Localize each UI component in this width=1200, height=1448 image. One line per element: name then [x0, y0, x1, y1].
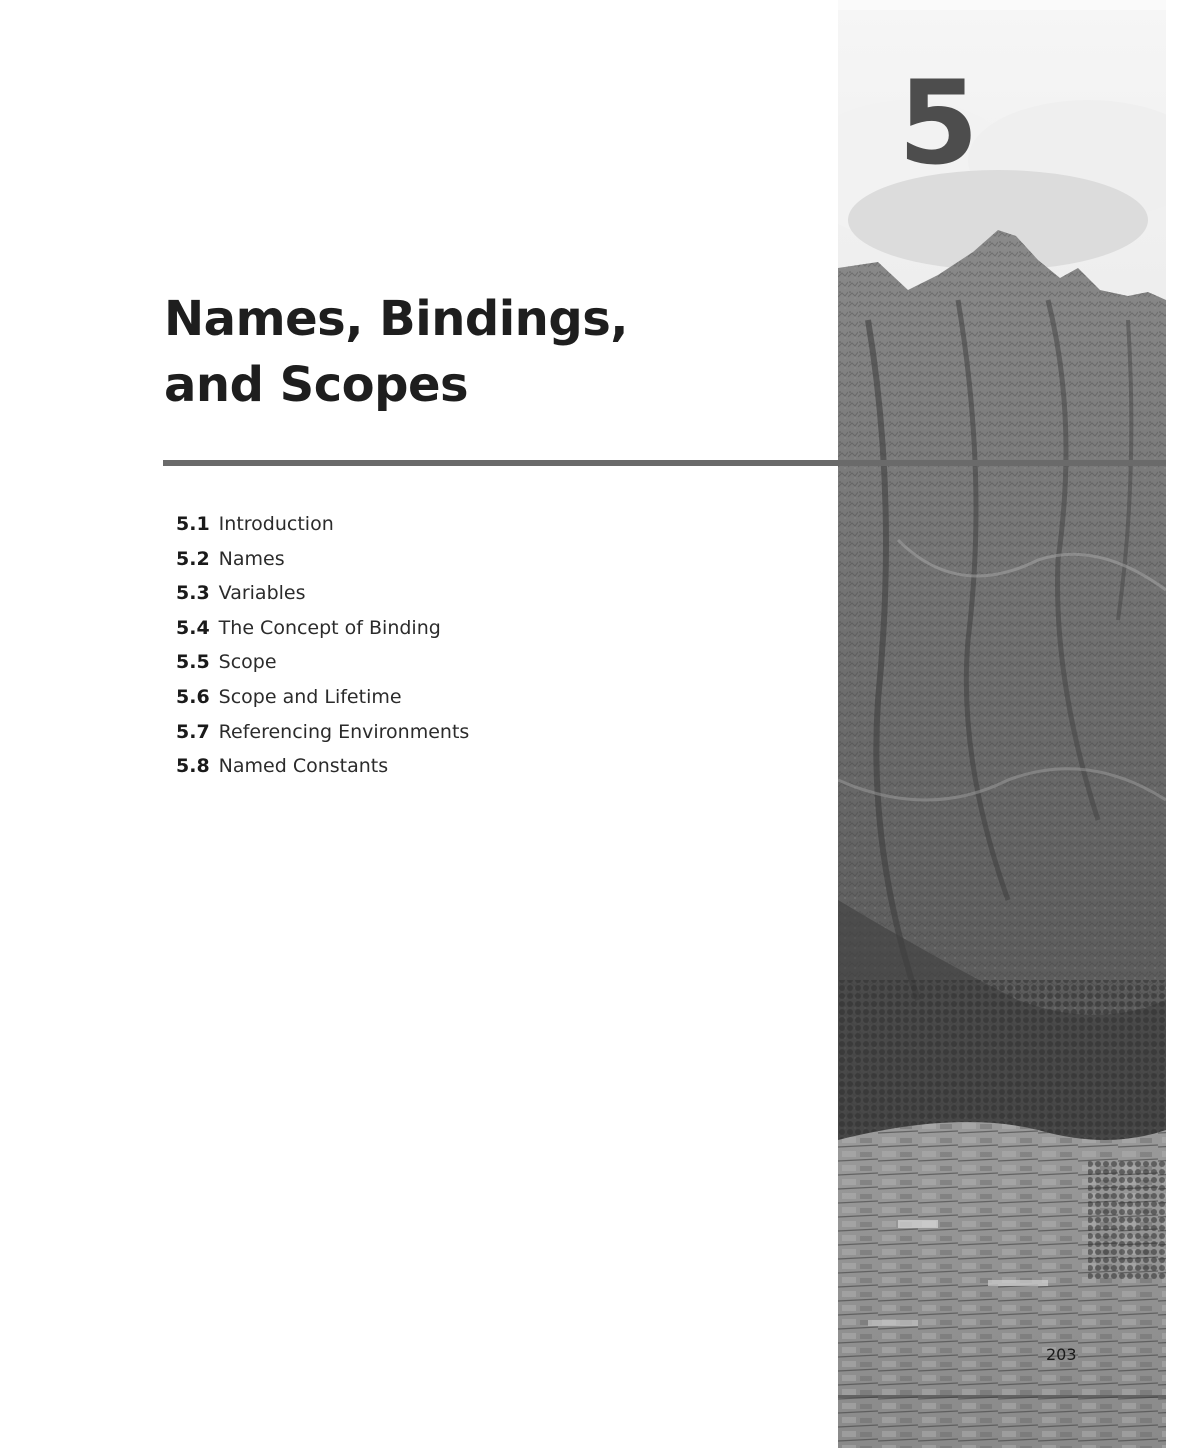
toc-item-number: 5.3 — [176, 582, 210, 605]
toc-item-label: Names — [218, 547, 285, 570]
chapter-title-line: Names, Bindings, — [164, 291, 629, 347]
toc-item — [176, 510, 469, 545]
chapter-title-line: and Scopes — [164, 357, 469, 413]
toc-item — [176, 648, 469, 683]
toc-item-label: Scope — [218, 651, 277, 674]
toc-item-label: Scope and Lifetime — [218, 685, 402, 708]
toc-item-label: Variables — [218, 582, 306, 605]
toc-item — [176, 683, 469, 718]
toc-item-label: The Concept of Binding — [218, 616, 441, 639]
toc-item-label: Referencing Environments — [218, 720, 470, 743]
page-number: 203 — [1046, 1345, 1077, 1364]
toc-item-number: 5.5 — [176, 651, 210, 674]
toc-item-number: 5.8 — [176, 755, 210, 778]
chapter-number: 5 — [898, 56, 977, 191]
toc-item-number: 5.1 — [176, 513, 210, 535]
toc-item — [176, 579, 469, 614]
chapter-title — [164, 286, 804, 418]
toc-item-number: 5.4 — [176, 616, 210, 639]
toc-item — [176, 614, 469, 649]
toc-item-number: 5.2 — [176, 547, 210, 570]
toc-item-label: Named Constants — [218, 755, 389, 778]
chapter-opener-photo — [838, 0, 1166, 1448]
chapter-contents-list — [176, 510, 469, 787]
toc-item — [176, 545, 469, 580]
toc-item — [176, 752, 469, 787]
title-divider-rule — [163, 460, 1166, 466]
toc-item-number: 5.7 — [176, 720, 210, 743]
toc-item — [176, 718, 469, 753]
toc-item-label: Introduction — [218, 513, 334, 535]
toc-item-number: 5.6 — [176, 685, 210, 708]
